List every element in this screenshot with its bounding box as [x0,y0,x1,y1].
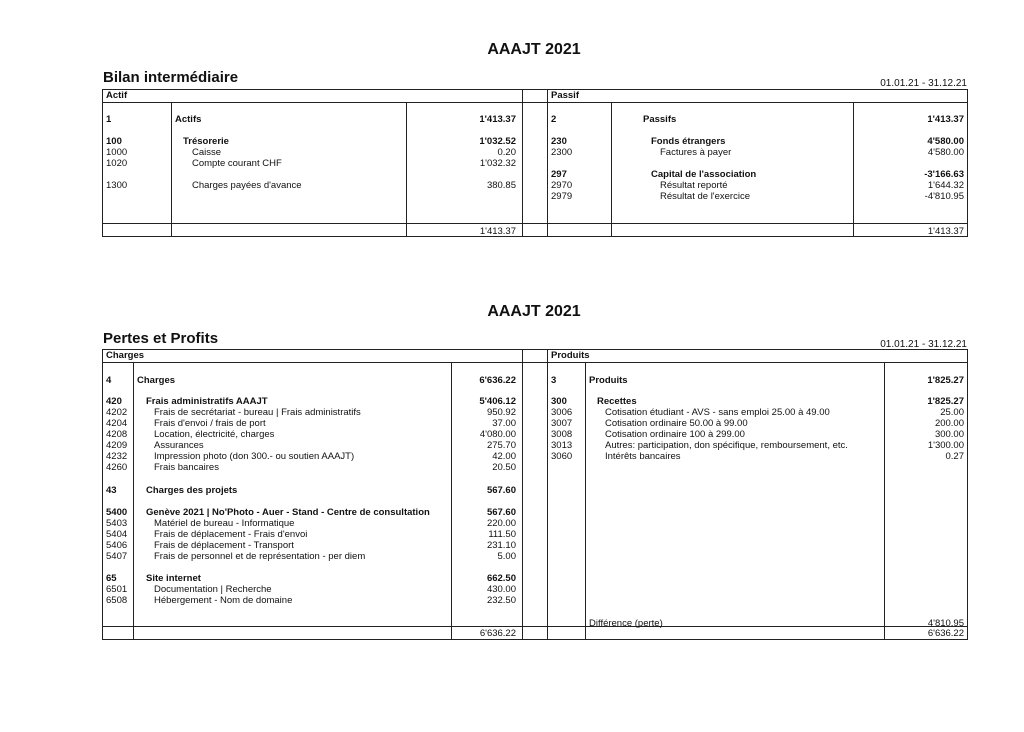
row-amount: 220.00 [486,518,516,529]
row-code: 4208 [106,429,128,440]
row-amount: 5'406.12 [479,396,516,407]
row-amount: 380.85 [486,180,516,191]
row-amount: 20.50 [492,462,516,473]
bilan-heading: Bilan intermédiaire [103,69,239,86]
row-code: 5404 [106,529,128,540]
charges-header: Charges [106,350,145,361]
row-amount: -4'810.95 [924,191,964,202]
row-code: 3013 [551,440,573,451]
row-label: Recettes [597,396,637,407]
row-code: 3007 [551,418,573,429]
row-code: 3008 [551,429,573,440]
row-amount: 232.50 [486,595,516,606]
row-amount: 111.50 [488,529,516,540]
row-amount: 950.92 [486,407,516,418]
row-label: Cotisation étudiant - AVS - sans emploi 25.00 à 49.00 [605,407,830,418]
row-code: 300 [551,396,567,407]
passif-class-code: 2 [551,114,557,125]
actif-footer-total: 1'413.37 [479,226,516,237]
row-amount: 567.60 [486,485,516,496]
bilan-period: 01.01.21 - 31.12.21 [880,78,967,89]
row-label: Cotisation ordinaire 50.00 à 99.00 [605,418,748,429]
passif-class-label: Passifs [643,114,677,125]
pp-table [102,349,968,640]
charges-class-code: 4 [106,375,112,386]
difference-label: Différence (perte) [589,618,663,629]
pp-period: 01.01.21 - 31.12.21 [880,339,967,350]
row-code: 3060 [551,451,573,462]
row-label: Frais de déplacement - Frais d'envoi [154,529,308,540]
row-amount: -3'166.63 [924,169,964,180]
row-code: 43 [106,485,117,496]
row-amount: 1'300.00 [927,440,964,451]
actif-class-code: 1 [106,114,112,125]
row-amount: 1'032.32 [479,158,516,169]
row-code: 4260 [106,462,128,473]
row-label: Résultat reporté [660,180,728,191]
produits-header: Produits [551,350,590,361]
row-code: 6508 [106,595,128,606]
row-label: Hébergement - Nom de domaine [154,595,293,606]
row-amount: 37.00 [492,418,516,429]
charges-class-label: Charges [137,375,176,386]
row-code: 4202 [106,407,128,418]
bilan-org-title: AAAJT 2021 [487,41,581,58]
row-label: Frais d'envoi / frais de port [154,418,266,429]
row-code: 4209 [106,440,128,451]
row-code: 5400 [106,507,128,518]
row-code: 4232 [106,451,128,462]
row-amount: 275.70 [486,440,516,451]
pp-org-title: AAAJT 2021 [487,303,581,320]
row-label: Frais bancaires [154,462,219,473]
row-amount: 430.00 [486,584,516,595]
row-code: 5407 [106,551,128,562]
row-label: Charges payées d'avance [192,180,302,191]
row-code: 420 [106,396,122,407]
row-label: Autres: participation, don spécifique, remboursement, etc. [605,440,848,451]
passif-header: Passif [551,90,579,101]
row-amount: 4'580.00 [927,147,964,158]
row-label: Assurances [154,440,204,451]
row-code: 297 [551,169,567,180]
produits-class-code: 3 [551,375,557,386]
row-label: Intérêts bancaires [605,451,681,462]
row-code: 2300 [551,147,573,158]
row-amount: 4'080.00 [479,429,516,440]
row-label: Documentation | Recherche [154,584,272,595]
row-label: Trésorerie [183,136,229,147]
row-amount: 1'644.32 [927,180,964,191]
passif-footer-total: 1'413.37 [927,226,964,237]
row-code: 6501 [106,584,128,595]
row-label: Genève 2021 | No'Photo - Auer - Stand - Centre de consultation [146,507,430,518]
row-amount: 300.00 [934,429,964,440]
row-amount: 567.60 [486,507,516,518]
row-amount: 231.10 [486,540,516,551]
row-amount: 5.00 [497,551,516,562]
row-amount: 4'580.00 [927,136,964,147]
row-amount: 662.50 [486,573,516,584]
row-code: 1300 [106,180,128,191]
row-label: Frais de secrétariat - bureau | Frais administratifs [154,407,361,418]
row-label: Impression photo (don 300.- ou soutien AAAJT) [154,451,355,462]
actif-class-label: Actifs [175,114,202,125]
charges-footer-total: 6'636.22 [479,628,516,639]
row-label: Fonds étrangers [651,136,726,147]
row-label: Frais de déplacement - Transport [154,540,294,551]
difference-amount: 4'810.95 [927,618,964,629]
row-label: Capital de l'association [651,169,757,180]
charges-class-total: 6'636.22 [479,375,516,386]
passif-class-total: 1'413.37 [927,114,964,125]
bilan-table [102,89,968,237]
row-amount: 25.00 [940,407,964,418]
produits-class-label: Produits [589,375,628,386]
pp-heading: Pertes et Profits [103,330,219,347]
row-code: 1000 [106,147,128,158]
produits-class-total: 1'825.27 [927,375,964,386]
row-amount: 1'032.52 [479,136,516,147]
row-code: 100 [106,136,122,147]
row-code: 5403 [106,518,128,529]
produits-footer-total: 6'636.22 [927,628,964,639]
row-amount: 1'825.27 [927,396,964,407]
row-label: Résultat de l'exercice [660,191,750,202]
row-code: 2970 [551,180,573,191]
row-label: Compte courant CHF [192,158,282,169]
actif-class-total: 1'413.37 [479,114,516,125]
row-code: 3006 [551,407,573,418]
row-label: Matériel de bureau - Informatique [154,518,295,529]
row-label: Frais de personnel et de représentation - per diem [154,551,366,562]
row-label: Cotisation ordinaire 100 à 299.00 [605,429,745,440]
row-code: 2979 [551,191,573,202]
row-amount: 0.20 [497,147,516,158]
row-label: Caisse [192,147,222,158]
row-label: Charges des projets [146,485,238,496]
row-code: 5406 [106,540,128,551]
row-amount: 0.27 [945,451,964,462]
row-code: 1020 [106,158,128,169]
row-amount: 42.00 [492,451,516,462]
actif-header: Actif [106,90,128,101]
row-label: Frais administratifs AAAJT [146,396,268,407]
row-code: 230 [551,136,567,147]
row-code: 65 [106,573,117,584]
row-amount: 200.00 [934,418,964,429]
row-label: Factures à payer [660,147,732,158]
row-label: Site internet [146,573,201,584]
row-code: 4204 [106,418,128,429]
row-label: Location, électricité, charges [154,429,275,440]
